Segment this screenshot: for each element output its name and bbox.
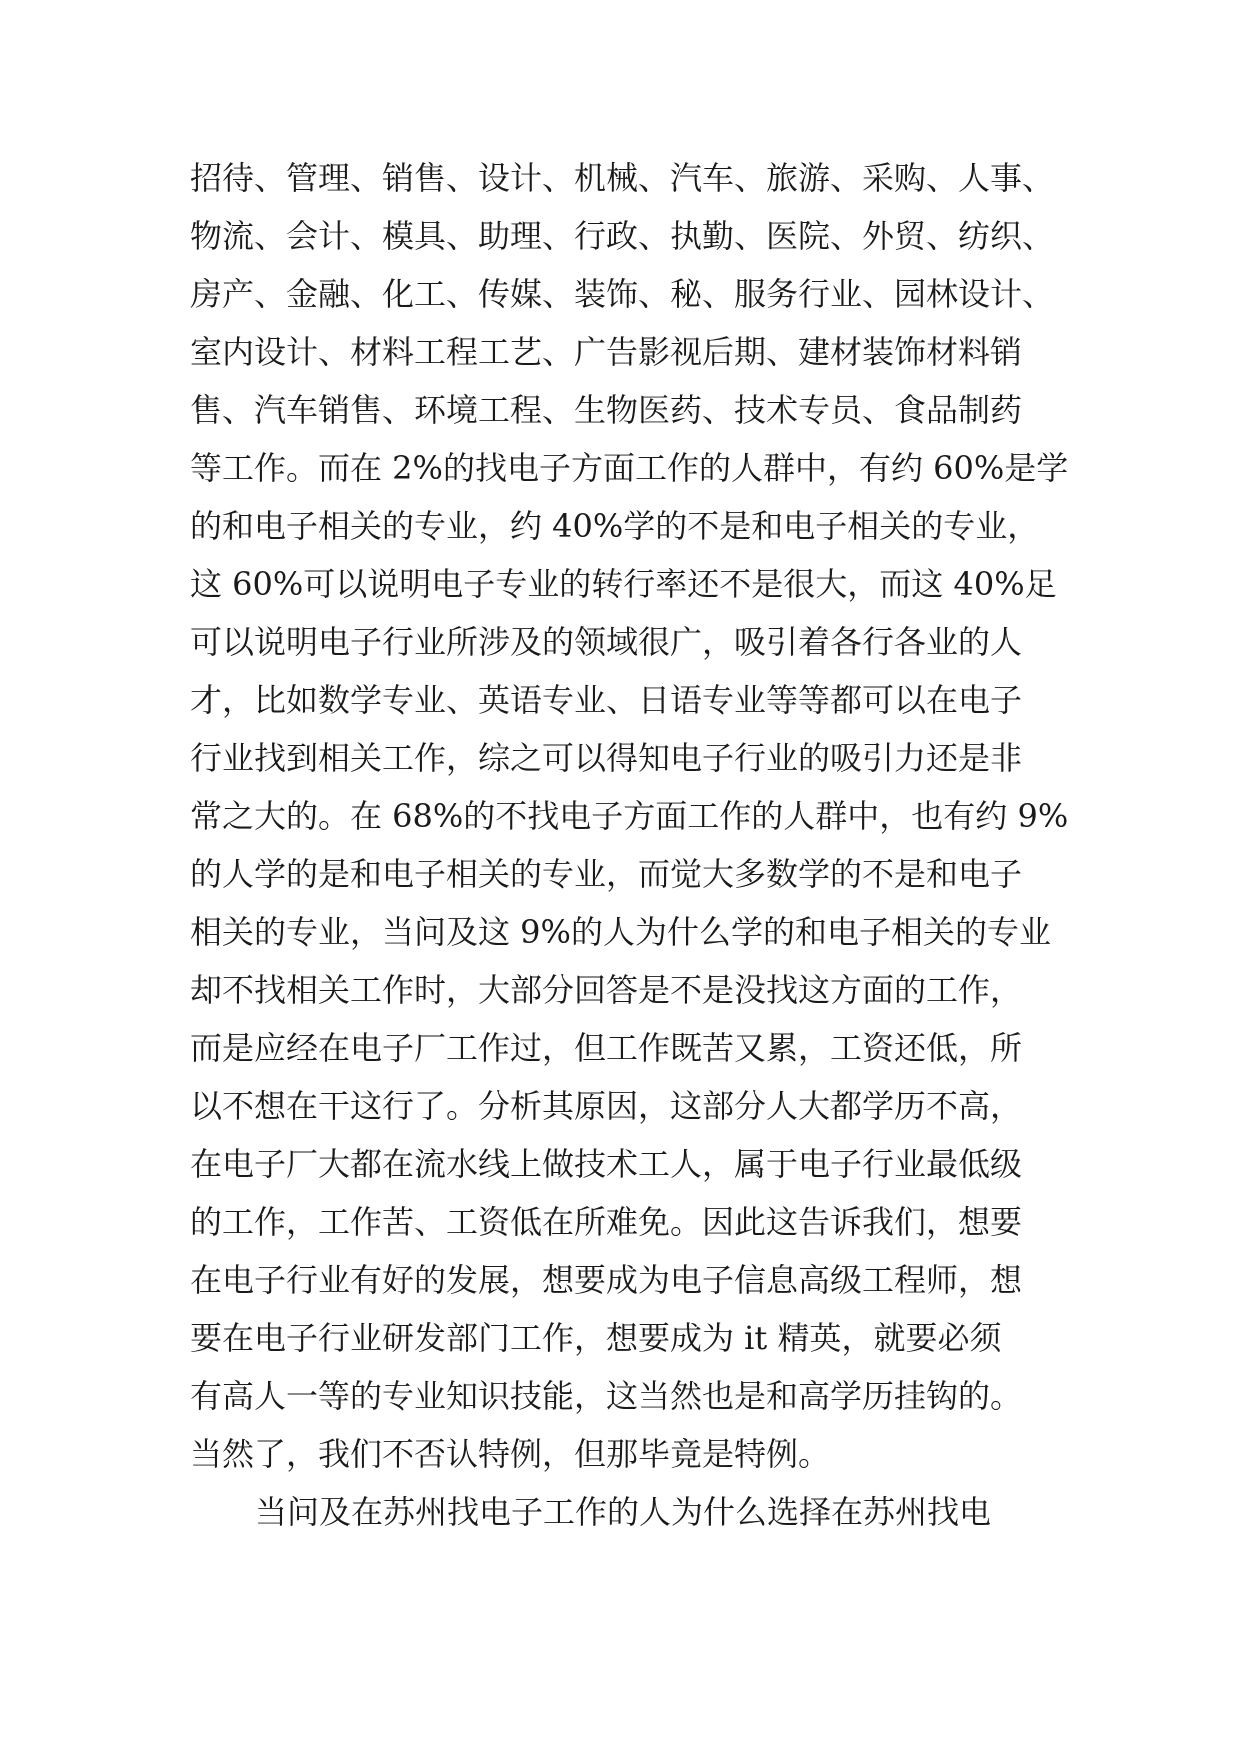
text-line-11: 行业找到相关工作，综之可以得知电子行业的吸引力还是非	[190, 739, 1023, 777]
text-line-13: 的人学的是和电子相关的专业，而觉大多数学的不是和电子	[190, 855, 1023, 893]
text-line-4: 室内设计、材料工程工艺、广告影视后期、建材装饰材料销	[190, 333, 1023, 371]
text-line-18: 在电子厂大都在流水线上做技术工人，属于电子行业最低级	[190, 1145, 1023, 1183]
text-line-8: 这 60%可以说明电子专业的转行率还不是很大，而这 40%足	[190, 565, 1057, 603]
text-line-2: 物流、会计、模具、助理、行政、执勤、医院、外贸、纺织、	[190, 217, 1055, 255]
text-line-10: 才，比如数学专业、英语专业、日语专业等等都可以在电子	[190, 681, 1023, 719]
text-line-16: 而是应经在电子厂工作过，但工作既苦又累，工资还低，所	[190, 1029, 1023, 1067]
text-line-12: 常之大的。在 68%的不找电子方面工作的人群中，也有约 9%	[190, 797, 1069, 835]
text-line-9: 可以说明电子行业所涉及的领域很广，吸引着各行各业的人	[190, 623, 1023, 661]
text-line-14: 相关的专业，当问及这 9%的人为什么学的和电子相关的专业	[190, 913, 1051, 951]
text-line-5: 售、汽车销售、环境工程、生物医药、技术专员、食品制药	[190, 391, 1023, 429]
paragraph-first-line: 当问及在苏州找电子工作的人为什么选择在苏州找电	[255, 1493, 992, 1531]
text-line-1: 招待、管理、销售、设计、机械、汽车、旅游、采购、人事、	[190, 159, 1055, 197]
text-line-3: 房产、金融、化工、传媒、装饰、秘、服务行业、园林设计、	[190, 275, 1055, 313]
text-line-21: 要在电子行业研发部门工作，想要成为 it 精英，就要必须	[190, 1319, 1002, 1357]
text-line-22: 有高人一等的专业知识技能，这当然也是和高学历挂钩的。	[190, 1377, 1023, 1415]
text-line-23: 当然了，我们不否认特例，但那毕竟是特例。	[190, 1435, 831, 1473]
text-line-6: 等工作。而在 2%的找电子方面工作的人群中，有约 60%是学	[190, 449, 1069, 487]
text-line-15: 却不找相关工作时，大部分回答是不是没找这方面的工作，	[190, 971, 1023, 1009]
text-line-19: 的工作，工作苦、工资低在所难免。因此这告诉我们，想要	[190, 1203, 1023, 1241]
text-line-20: 在电子行业有好的发展，想要成为电子信息高级工程师，想	[190, 1261, 1023, 1299]
text-line-7: 的和电子相关的专业，约 40%学的不是和电子相关的专业，	[190, 507, 1040, 545]
text-line-17: 以不想在干这行了。分析其原因，这部分人大都学历不高，	[190, 1087, 1023, 1125]
